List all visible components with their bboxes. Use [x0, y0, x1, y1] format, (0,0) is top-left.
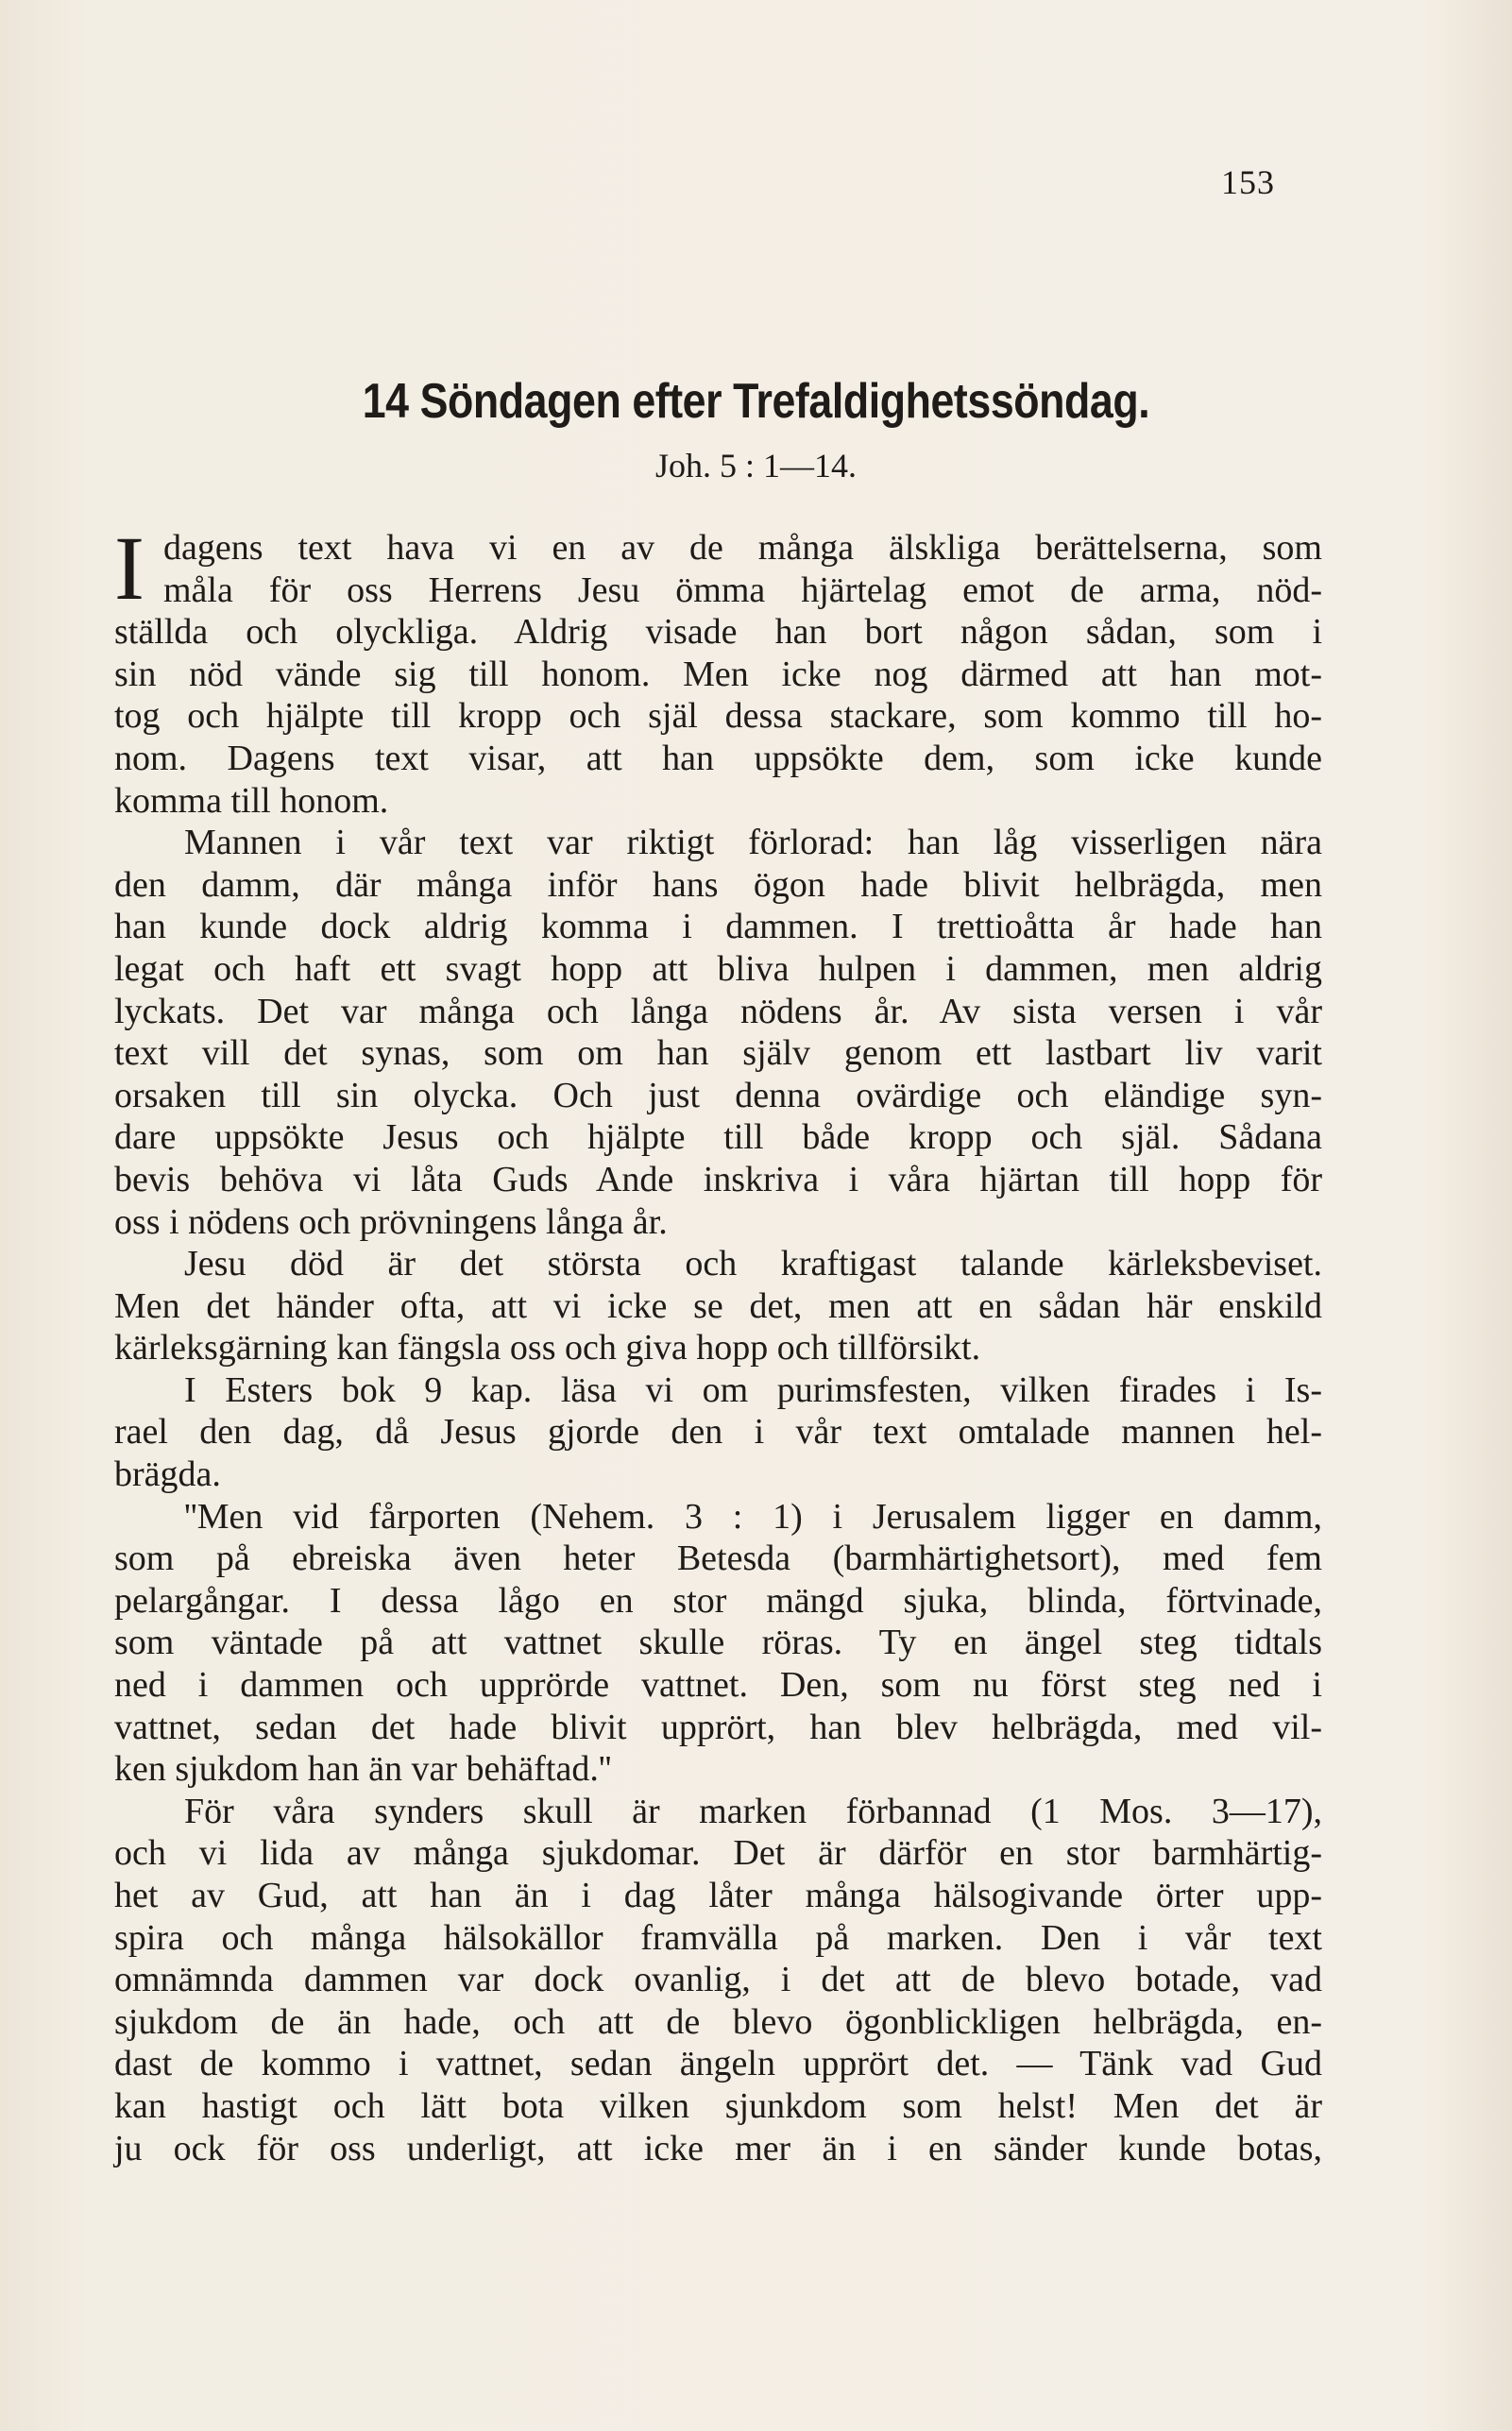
text-line: ''Men vid fårporten (Nehem. 3 : 1) i Jerusalem ligger en damm, — [184, 1496, 1322, 1537]
sermon-heading: 14 Söndagen efter Trefaldighetssöndag. — [362, 374, 1150, 429]
text-line: och vi lida av många sjukdomar. Det är därför en stor barmhärtig- — [114, 1833, 1322, 1874]
text-line: kan hastigt och lätt bota vilken sjunkdom som helst! Men det är — [114, 2085, 1322, 2126]
text-line: pelargångar. I dessa lågo en stor mängd sjuka, blinda, förtvinade, — [114, 1580, 1322, 1621]
text-line: kärleksgärning kan fängsla oss och giva hopp och tillförsikt. — [114, 1328, 981, 1368]
text-line: I Esters bok 9 kap. läsa vi om purimsfesten, vilken firades i Is- — [184, 1369, 1322, 1410]
text-line: oss i nödens och prövningens långa år. — [114, 1201, 668, 1242]
text-line: ned i dammen och upprörde vattnet. Den, som nu först steg ned i — [114, 1665, 1322, 1706]
text-line: som väntade på att vattnet skulle röras. Ty en ängel steg tidtals — [114, 1623, 1322, 1663]
text-line: rael den dag, då Jesus gjorde den i vår text omtalade mannen hel- — [114, 1412, 1322, 1453]
text-line: bevis behöva vi låta Guds Ande inskriva i våra hjärtan till hopp för — [114, 1159, 1322, 1199]
text-line: måla för oss Herrens Jesu ömma hjärtelag emot de arma, nöd- — [163, 570, 1322, 610]
text-line: ju ock för oss underligt, att icke mer än i en sänder kunde botas, — [114, 2128, 1322, 2168]
text-line: legat och haft ett svagt hopp att bliva hulpen i dammen, men aldrig — [114, 948, 1322, 989]
text-line: sin nöd vände sig till honom. Men icke nog därmed att han mot- — [114, 654, 1322, 694]
text-line: som på ebreiska även heter Betesda (barmhärtighetsort), med fem — [114, 1538, 1322, 1579]
page-number: 153 — [1221, 163, 1275, 201]
drop-cap: I — [114, 518, 144, 619]
text-line: het av Gud, att han än i dag låter många hälsogivande örter upp- — [114, 1876, 1322, 1915]
text-line: vattnet, sedan det hade blivit upprört, han blev helbrägda, med vil- — [114, 1707, 1322, 1747]
text-line: nom. Dagens text visar, att han uppsökte dem, som icke kunde — [114, 738, 1322, 778]
body-text — [114, 518, 1322, 2169]
text-line: dagens text hava vi en av de många älskliga berättelserna, som — [163, 528, 1322, 568]
text-line: Mannen i vår text var riktigt förlorad: han låg visserligen nära — [184, 823, 1322, 863]
text-line: text vill det synas, som om han själv genom ett lastbart liv varit — [114, 1033, 1322, 1074]
text-line: dast de kommo i vattnet, sedan ängeln upprört det. — Tänk vad Gud — [114, 2044, 1322, 2084]
text-line: ställda och olyckliga. Aldrig visade han bort någon sådan, som i — [114, 612, 1322, 653]
text-line: brägda. — [114, 1454, 221, 1495]
text-line: han kunde dock aldrig komma i dammen. I trettioåtta år hade han — [114, 907, 1322, 947]
text-line: orsaken till sin olycka. Och just denna ovärdige och eländige syn- — [114, 1075, 1322, 1115]
text-line: komma till honom. — [114, 780, 389, 821]
text-line: omnämnda dammen var dock ovanlig, i det att de blevo botade, vad — [114, 1960, 1322, 2000]
text-line: För våra synders skull är marken förbannad (1 Mos. 3—17), — [184, 1791, 1322, 1831]
text-line: spira och många hälsokällor framvälla på marken. Den i vår text — [114, 1917, 1322, 1958]
text-line: den damm, där många inför hans ögon hade blivit helbrägda, men — [114, 864, 1322, 905]
scripture-reference: Joh. 5 : 1—14. — [654, 447, 857, 484]
text-line: Jesu död är det största och kraftigast talande kärleksbeviset. — [184, 1244, 1322, 1284]
text-line: lyckats. Det var många och långa nödens år. Av sista versen i vår — [114, 991, 1322, 1031]
text-line: tog och hjälpte till kropp och själ dessa stackare, som kommo till ho- — [114, 696, 1322, 737]
text-lines — [114, 518, 1322, 2169]
text-line: Men det händer ofta, att vi icke se det, men att en sådan här enskild — [114, 1285, 1322, 1326]
text-line: sjukdom de än hade, och att de blevo ögonblickligen helbrägda, en- — [114, 2001, 1322, 2042]
text-line: dare uppsökte Jesus och hjälpte till både kropp och själ. Sådana — [114, 1117, 1322, 1158]
text-line: ken sjukdom han än var behäftad.'' — [114, 1749, 612, 1790]
